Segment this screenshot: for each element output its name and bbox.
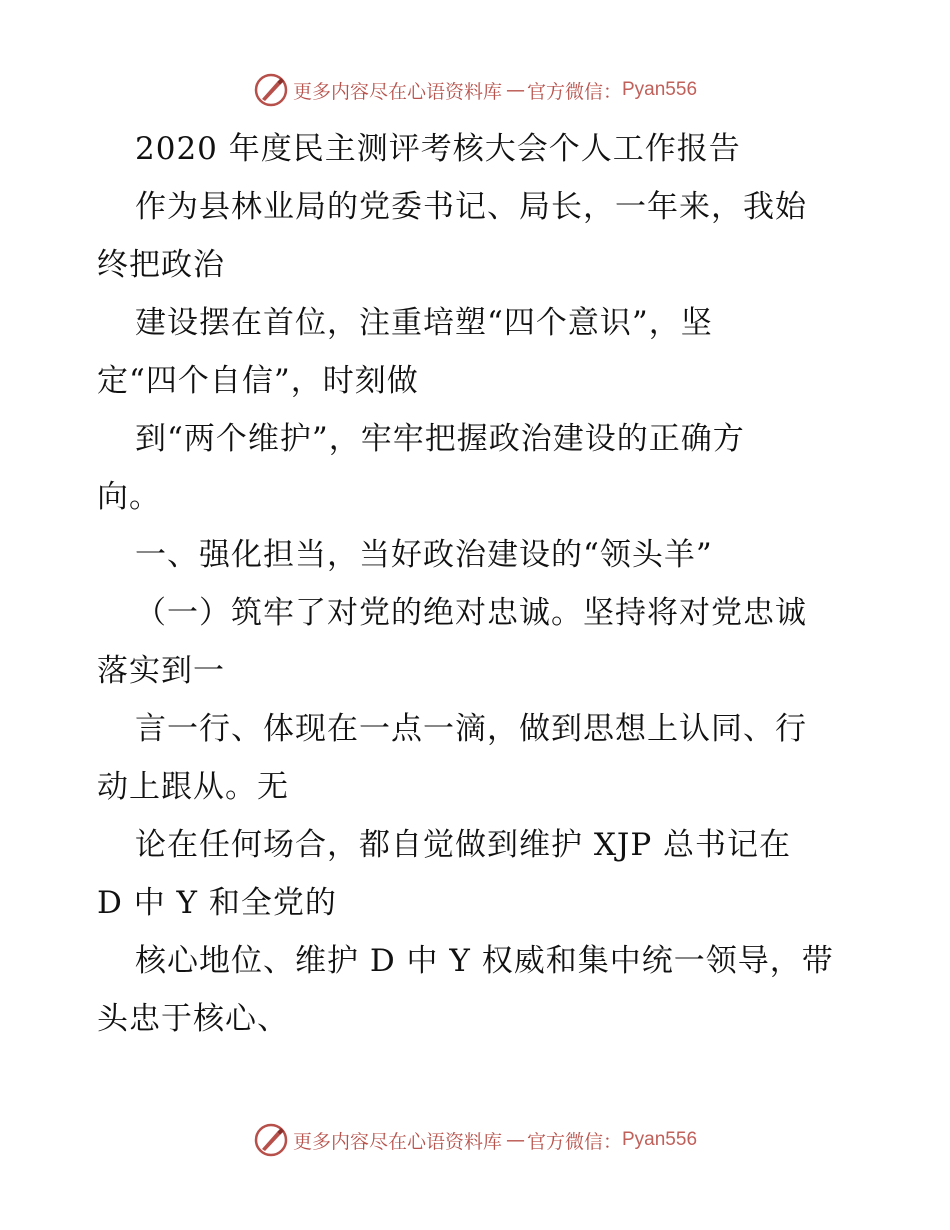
text-line: 核心地位、维护 D 中 Y 权威和集中统一领导，带 (135, 943, 834, 979)
text-line: 头忠于核心、 (97, 1001, 289, 1037)
watermark-footer (0, 1120, 950, 1160)
text-line: 言一行、体现在一点一滴，做到思想上认同、行 (135, 711, 807, 747)
pen-logo-icon (253, 72, 289, 108)
text-line: 一、强化担当，当好政治建设的“领头羊” (135, 537, 713, 573)
document-body (97, 120, 867, 1048)
watermark-suffix: 官方微信： (526, 1130, 622, 1153)
watermark-dash: — (505, 1129, 523, 1151)
watermark-text: 更多内容尽在心语资料库 (292, 80, 502, 103)
text-line: 落实到一 (97, 653, 225, 689)
text-line: 到“两个维护”，牢牢把握政治建设的正确方 (135, 421, 745, 457)
text-line: 2020 年度民主测评考核大会个人工作报告 (135, 131, 741, 167)
text-line: 终把政治 (97, 247, 225, 283)
text-line: 定“四个自信”，时刻做 (97, 363, 419, 399)
watermark-header (0, 70, 950, 110)
watermark-account: Pyan556 (622, 79, 698, 100)
text-line: D 中 Y 和全党的 (97, 885, 337, 921)
watermark-account: Pyan556 (622, 1129, 698, 1150)
text-line: 向。 (97, 479, 161, 515)
watermark-suffix: 官方微信： (526, 80, 622, 103)
text-line: 论在任何场合，都自觉做到维护 XJP 总书记在 (135, 827, 792, 863)
text-line: 建设摆在首位，注重培塑“四个意识”，坚 (135, 305, 713, 341)
pen-logo-icon (253, 1122, 289, 1158)
watermark-dash: — (505, 79, 523, 101)
text-line: （一）筑牢了对党的绝对忠诚。坚持将对党忠诚 (135, 595, 807, 631)
text-line: 作为县林业局的党委书记、局长，一年来，我始 (135, 189, 807, 225)
text-line: 动上跟从。无 (97, 769, 289, 805)
watermark-text: 更多内容尽在心语资料库 (292, 1130, 502, 1153)
